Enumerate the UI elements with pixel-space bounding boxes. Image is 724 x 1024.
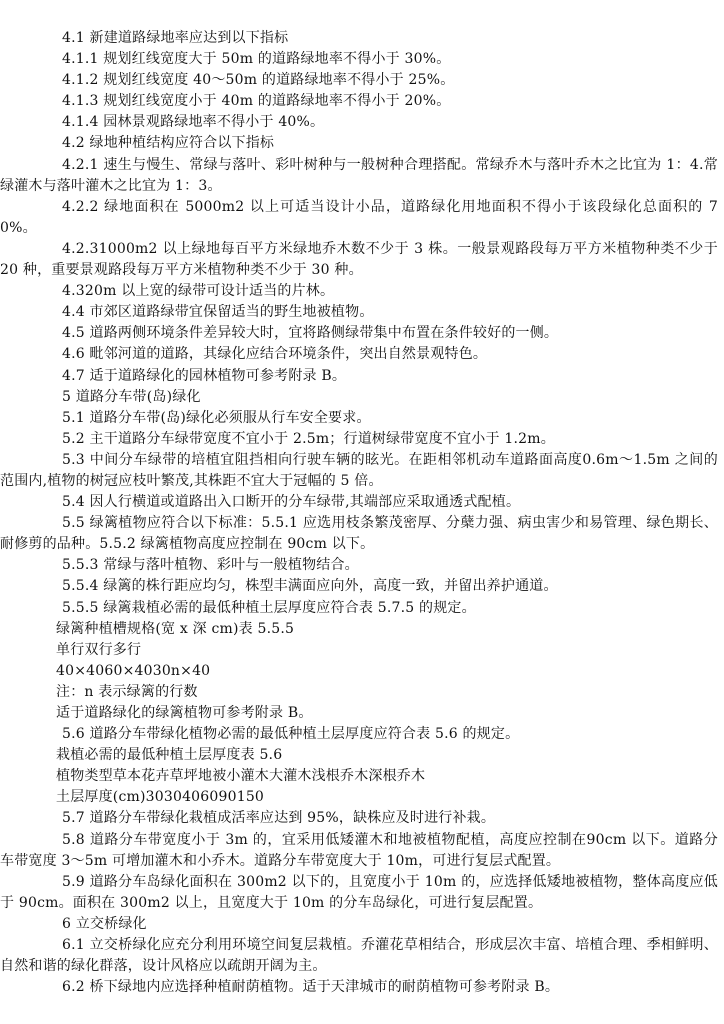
table-5-6-values: 土层厚度(cm)3030406090150 (56, 789, 265, 806)
paragraph-5-8: 5.8 道路分车带宽度小于 3m 的，宜采用低矮灌木和地被植物配植，高度应控制在90cm 以下。道路分车带宽度 3～5m 可增加灌木和小乔木。道路分车带宽度大于 10m，可进行复层式配置。 (0, 831, 718, 869)
paragraph-4-2: 4.2 绿地种植结构应符合以下指标 (62, 135, 275, 152)
paragraph-5-5-3: 5.5.3 常绿与落叶植物、彩叶与一般植物结合。 (62, 557, 359, 574)
hedge-plants-reference: 适于道路绿化的绿篱植物可参考附录 B。 (56, 705, 313, 721)
section-heading-6: 6 立交桥绿化 (62, 915, 147, 932)
table-5-5-5-note: 注：n 表示绿篱的行数 (56, 683, 198, 700)
table-5-5-5-values: 40×4060×4030n×40 (56, 662, 211, 679)
document-body (0, 28, 718, 998)
paragraph-4-4: 4.4 市郊区道路绿带宜保留适当的野生地被植物。 (62, 304, 374, 321)
paragraph-4-3: 4.320m 以上宽的绿带可设计适当的片林。 (62, 283, 335, 300)
paragraph-5-5-4: 5.5.4 绿篱的株行距应均匀，株型丰满面应向外，高度一致，并留出养护通道。 (62, 578, 558, 595)
paragraph-4-7: 4.7 适于道路绿化的园林植物可参考附录 B。 (62, 367, 347, 384)
paragraph-4-1: 4.1 新建道路绿地率应达到以下指标 (62, 30, 289, 46)
paragraph-5-5: 5.5 绿篱植物应符合以下标准：5.5.1 应选用枝条繁茂密厚、分蘖力强、病虫害少和易管理、绿色期长、耐修剪的品种。5.5.2 绿篱植物高度应控制在 90cm 以下。 (0, 515, 718, 553)
table-5-5-5-header: 单行双行多行 (56, 641, 142, 658)
table-5-6-title: 栽植必需的最低种植土层厚度表 5.6 (56, 747, 283, 764)
paragraph-5-7: 5.7 道路分车带绿化栽植成活率应达到 95%，缺株应及时进行补栽。 (62, 810, 496, 827)
paragraph-6-2: 6.2 桥下绿地内应选择种植耐荫植物。适于天津城市的耐荫植物可参考附录 B。 (62, 979, 560, 996)
table-5-5-5-title: 绿篱种植槽规格(宽 x 深 cm)表 5.5.5 (56, 620, 295, 637)
paragraph-5-4: 5.4 因人行横道或道路出入口断开的分车绿带,其端部应采取通透式配植。 (62, 494, 521, 511)
table-5-6-header: 植物类型草本花卉草坪地被小灌木大灌木浅根乔木深根乔木 (56, 768, 426, 785)
paragraph-5-9: 5.9 道路分车岛绿化面积在 300m2 以下的，且宽度小于 10m 的，应选择低矮地被植物，整体高度应低于 90cm。面积在 300m2 以上，且宽度大于 10m 的分车岛绿化，可进行复层配置。 (0, 873, 718, 911)
paragraph-5-6: 5.6 道路分车带绿化植物必需的最低种植土层厚度应符合表 5.6 的规定。 (62, 726, 520, 743)
paragraph-4-2-2: 4.2.2 绿地面积在 5000m2 以上可适当设计小品，道路绿化用地面积不得小于该段绿化总面积的 70%。 (0, 198, 718, 236)
paragraph-4-2-1: 4.2.1 速生与慢生、常绿与落叶、彩叶树种与一般树种合理搭配。常绿乔木与落叶乔木之比宜为 1：4.常绿灌木与落叶灌木之比宜为 1：3。 (0, 156, 718, 194)
paragraph-5-1: 5.1 道路分车带(岛)绿化必须服从行车安全要求。 (62, 409, 371, 426)
paragraph-6-1: 6.1 立交桥绿化应充分利用环境空间复层栽植。乔灌花草相结合，形成层次丰富、培植合理、季相鲜明、自然和谐的绿化群落，设计风格应以疏朗开阔为主。 (0, 937, 718, 975)
paragraph-4-1-4: 4.1.4 园林景观路绿地率不得小于 40%。 (62, 114, 325, 131)
section-heading-5: 5 道路分车带(岛)绿化 (62, 388, 201, 405)
paragraph-4-6: 4.6 毗邻河道的道路，其绿化应结合环境条件，突出自然景观特色。 (62, 346, 488, 363)
paragraph-5-3: 5.3 中间分车绿带的培植宜阻挡相向行驶车辆的眩光。在距相邻机动车道路面高度0.6m～1.5m 之间的范围内,植物的树冠应枝叶繁茂,其株距不宜大于冠幅的 5 倍。 (0, 451, 718, 489)
paragraph-5-5-5: 5.5.5 绿篱栽植必需的最低种植土层厚度应符合表 5.7.5 的规定。 (62, 599, 476, 616)
paragraph-5-2: 5.2 主干道路分车绿带宽度不宜小于 2.5m；行道树绿带宽度不宜小于 1.2m。 (62, 430, 555, 447)
paragraph-4-5: 4.5 道路两侧环境条件差异较大时，宜将路侧绿带集中布置在条件较好的一侧。 (62, 325, 559, 342)
paragraph-4-1-1: 4.1.1 规划红线宽度大于 50m 的道路绿地率不得小于 30%。 (62, 51, 451, 68)
paragraph-4-1-2: 4.1.2 规划红线宽度 40～50m 的道路绿地率不得小于 25%。 (62, 72, 455, 89)
paragraph-4-1-3: 4.1.3 规划红线宽度小于 40m 的道路绿地率不得小于 20%。 (62, 93, 451, 110)
paragraph-4-2-3: 4.2.31000m2 以上绿地每百平方米绿地乔木数不少于 3 株。一般景观路段每万平方米植物种类不少于 20 种，重要景观路段每万平方米植物种类不少于 30 种。 (0, 240, 718, 279)
